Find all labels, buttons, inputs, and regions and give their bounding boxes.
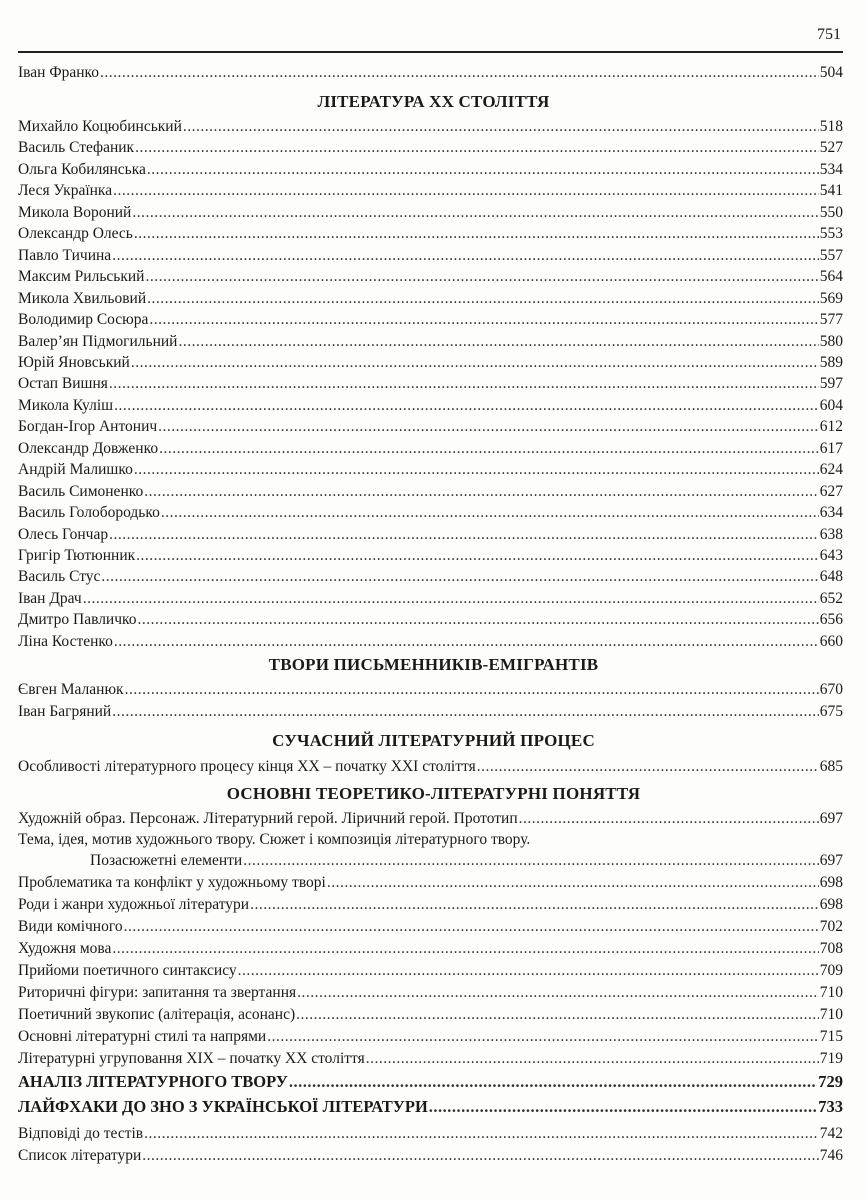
entry-page-number: 557 bbox=[819, 246, 843, 264]
toc-entry bbox=[18, 503, 843, 523]
entry-page-number: 697 bbox=[819, 810, 843, 827]
dot-leader bbox=[135, 138, 819, 158]
toc-entry bbox=[18, 546, 843, 566]
toc-entry bbox=[18, 439, 843, 459]
toc-entry bbox=[18, 63, 843, 83]
toc-entry bbox=[18, 961, 843, 981]
entry-title: Олександр Довженко bbox=[18, 439, 159, 457]
dot-leader bbox=[114, 632, 819, 652]
entry-page-number: 612 bbox=[819, 418, 843, 436]
dot-leader bbox=[250, 895, 819, 915]
entry-title: Павло Тичина bbox=[18, 246, 112, 264]
dot-leader bbox=[114, 396, 819, 416]
dot-leader bbox=[477, 757, 819, 777]
entry-title: Микола Хвильовий bbox=[18, 289, 147, 307]
entry-page-number: 746 bbox=[819, 1147, 843, 1164]
entry-title: Олесь Гончар bbox=[18, 525, 109, 543]
dot-leader bbox=[147, 289, 819, 309]
dot-leader bbox=[145, 267, 818, 287]
toc-entry bbox=[18, 224, 843, 244]
entry-title: Микола Куліш bbox=[18, 396, 114, 414]
entry-title: Олександр Олесь bbox=[18, 225, 133, 243]
dot-leader bbox=[134, 460, 819, 480]
toc-entry bbox=[18, 374, 843, 394]
entry-page-number: 638 bbox=[819, 525, 843, 543]
toc-entry bbox=[18, 589, 843, 609]
entry-page-number: 708 bbox=[819, 940, 843, 957]
entry-page-number: 504 bbox=[819, 64, 843, 81]
toc-entry bbox=[18, 460, 843, 480]
toc-entry bbox=[18, 332, 843, 352]
page-number: 751 bbox=[817, 26, 841, 43]
entry-page-number: 710 bbox=[819, 984, 843, 1001]
entry-page-number: 550 bbox=[819, 203, 843, 221]
dot-leader bbox=[100, 63, 819, 83]
entry-title: Дмитро Павличко bbox=[18, 611, 137, 629]
entry-page-number: 564 bbox=[819, 268, 843, 286]
entry-title: Остап Вишня bbox=[18, 375, 108, 393]
entry-title: Юрій Яновський bbox=[18, 353, 130, 371]
toc-entry bbox=[18, 267, 843, 287]
entry-title: Василь Симоненко bbox=[18, 482, 144, 500]
dot-leader bbox=[289, 1072, 817, 1092]
dot-leader bbox=[109, 374, 819, 394]
toc-entry bbox=[18, 353, 843, 373]
entry-page-number: 518 bbox=[819, 118, 843, 135]
dot-leader bbox=[147, 160, 819, 180]
entry-title: ЛАЙФХАКИ ДО ЗНО З УКРАЇНСЬКОЇ ЛІТЕРАТУРИ bbox=[18, 1097, 428, 1116]
toc-entry bbox=[18, 246, 843, 266]
entry-title: АНАЛІЗ ЛІТЕРАТУРНОГО ТВОРУ bbox=[18, 1072, 288, 1091]
dot-leader bbox=[149, 310, 818, 330]
toc-entry bbox=[18, 289, 843, 309]
entry-page-number: 577 bbox=[819, 311, 843, 329]
entry-title: Художня мова bbox=[18, 940, 112, 957]
dot-leader bbox=[267, 1027, 819, 1047]
dot-leader bbox=[327, 873, 819, 893]
dot-leader bbox=[134, 224, 819, 244]
toc-entry bbox=[18, 1005, 843, 1025]
entry-page-number: 698 bbox=[819, 874, 843, 891]
toc-entry bbox=[18, 983, 843, 1003]
entry-page-number: 675 bbox=[819, 703, 843, 720]
dot-leader bbox=[243, 851, 819, 871]
dot-leader bbox=[101, 567, 818, 587]
toc-entry bbox=[18, 567, 843, 587]
dot-leader bbox=[124, 917, 819, 937]
section-heading: СУЧАСНИЙ ЛІТЕРАТУРНИЙ ПРОЦЕС bbox=[272, 731, 595, 750]
entry-title: Прийоми поетичного синтаксису bbox=[18, 962, 237, 979]
entry-title: Микола Вороний bbox=[18, 203, 132, 221]
dot-leader bbox=[112, 246, 819, 266]
entry-title: Художній образ. Персонаж. Літературний герой. Ліричний герой. Прототип bbox=[18, 810, 518, 827]
entry-title: Позасюжетні елементи bbox=[90, 852, 243, 869]
toc-entry bbox=[18, 757, 843, 777]
toc-entry bbox=[18, 830, 843, 850]
toc-entry bbox=[18, 1124, 843, 1144]
entry-page-number: 589 bbox=[819, 353, 843, 371]
entry-page-number: 742 bbox=[819, 1125, 843, 1142]
entry-title: Роди і жанри художньої літератури bbox=[18, 896, 250, 913]
entry-title: Андрій Малишко bbox=[18, 461, 133, 479]
entry-title: Василь Стус bbox=[18, 568, 101, 586]
toc-entry bbox=[18, 1049, 843, 1069]
toc-entry bbox=[18, 873, 843, 893]
dot-leader bbox=[113, 181, 819, 201]
dot-leader bbox=[138, 610, 819, 630]
entry-title: Основні літературні стилі та напрями bbox=[18, 1028, 267, 1045]
entry-page-number: 527 bbox=[819, 139, 843, 157]
toc-entry bbox=[18, 482, 843, 502]
dot-leader bbox=[132, 203, 818, 223]
entry-title: Максим Рильський bbox=[18, 268, 145, 286]
entry-page-number: 698 bbox=[819, 896, 843, 913]
entry-page-number: 710 bbox=[819, 1006, 843, 1023]
toc-entry bbox=[18, 525, 843, 545]
section-heading: ТВОРИ ПИСЬМЕННИКІВ-ЕМІГРАНТІВ bbox=[268, 655, 599, 674]
entry-title: Види комічного bbox=[18, 918, 123, 935]
toc-entry bbox=[18, 160, 843, 180]
entry-page-number: 648 bbox=[819, 568, 843, 586]
entry-page-number: 660 bbox=[819, 632, 843, 650]
dot-leader bbox=[142, 1146, 818, 1166]
toc-entry bbox=[18, 1146, 843, 1166]
toc-entry bbox=[18, 680, 843, 700]
toc-entry bbox=[18, 1072, 843, 1092]
entry-page-number: 685 bbox=[819, 758, 843, 775]
entry-title: Григір Тютюнник bbox=[18, 547, 136, 564]
entry-page-number: 656 bbox=[819, 611, 843, 629]
toc-entry bbox=[18, 895, 843, 915]
section-heading: ОСНОВНІ ТЕОРЕТИКО-ЛІТЕРАТУРНІ ПОНЯТТЯ bbox=[226, 784, 641, 803]
entry-page-number: 643 bbox=[819, 547, 843, 564]
entry-title: Поетичний звукопис (алітерація, асонанс) bbox=[18, 1006, 296, 1023]
dot-leader bbox=[161, 503, 819, 523]
toc-entry bbox=[18, 417, 843, 437]
entry-title: Іван Драч bbox=[18, 589, 82, 607]
dot-leader bbox=[366, 1049, 819, 1069]
dot-leader bbox=[144, 1124, 819, 1144]
dot-leader bbox=[519, 809, 819, 829]
entry-page-number: 604 bbox=[819, 396, 843, 414]
dot-leader bbox=[125, 680, 819, 700]
entry-title: Богдан-Ігор Антонич bbox=[18, 418, 158, 436]
entry-title: Володимир Сосюра bbox=[18, 311, 149, 329]
dot-leader bbox=[109, 525, 819, 545]
entry-page-number: 715 bbox=[819, 1028, 843, 1045]
dot-leader bbox=[178, 332, 818, 352]
toc-entry bbox=[18, 310, 843, 330]
entry-title: Іван Франко bbox=[18, 64, 99, 81]
toc-entry bbox=[18, 396, 843, 416]
toc-entry bbox=[18, 1097, 843, 1117]
dot-leader bbox=[296, 1005, 819, 1025]
entry-title: Василь Голобородько bbox=[18, 504, 160, 522]
entry-page-number: 733 bbox=[818, 1097, 843, 1116]
entry-title: Ліна Костенко bbox=[18, 632, 113, 650]
entry-title: Євген Маланюк bbox=[18, 681, 124, 698]
entry-title: Михайло Коцюбинський bbox=[18, 118, 182, 135]
entry-title: Леся Українка bbox=[18, 182, 113, 200]
toc-entry bbox=[18, 181, 843, 201]
toc-entry bbox=[18, 851, 843, 871]
entry-title: Валер’ян Підмогильний bbox=[18, 332, 178, 350]
dot-leader bbox=[158, 417, 819, 437]
dot-leader bbox=[83, 589, 819, 609]
toc-entry bbox=[18, 939, 843, 959]
toc-entry bbox=[18, 917, 843, 937]
entry-page-number: 719 bbox=[819, 1050, 843, 1067]
entry-title: Ольга Кобилянська bbox=[18, 160, 146, 178]
entry-page-number: 627 bbox=[819, 482, 843, 500]
dot-leader bbox=[112, 702, 819, 722]
entry-page-number: 580 bbox=[819, 332, 843, 350]
entry-page-number: 670 bbox=[819, 681, 843, 698]
header-rule bbox=[18, 51, 843, 53]
entry-page-number: 702 bbox=[819, 918, 843, 935]
entry-page-number: 729 bbox=[818, 1072, 843, 1091]
entry-page-number: 553 bbox=[819, 225, 843, 243]
dot-leader bbox=[136, 546, 819, 566]
toc-entry bbox=[18, 1027, 843, 1047]
dot-leader bbox=[238, 961, 819, 981]
entry-title: Іван Багряний bbox=[18, 703, 112, 720]
dot-leader bbox=[429, 1097, 817, 1117]
entry-page-number: 569 bbox=[819, 289, 843, 307]
section-heading: ЛІТЕРАТУРА XX СТОЛІТТЯ bbox=[317, 92, 550, 111]
dot-leader bbox=[297, 983, 819, 1003]
entry-title: Список літератури bbox=[18, 1147, 142, 1164]
dot-leader bbox=[159, 439, 819, 459]
toc-entry bbox=[18, 809, 843, 829]
toc-entry bbox=[18, 702, 843, 722]
entry-page-number: 697 bbox=[819, 852, 843, 869]
toc-entry bbox=[18, 632, 843, 652]
toc-entry bbox=[18, 117, 843, 137]
entry-title: Тема, ідея, мотив художнього твору. Сюжет і композиція літературного твору. bbox=[18, 831, 531, 848]
dot-leader bbox=[183, 117, 819, 137]
entry-page-number: 541 bbox=[819, 182, 843, 200]
entry-page-number: 634 bbox=[819, 504, 843, 522]
toc-entry bbox=[18, 138, 843, 158]
toc-entry bbox=[18, 203, 843, 223]
toc-entry bbox=[18, 610, 843, 630]
entry-page-number: 617 bbox=[819, 439, 843, 457]
dot-leader bbox=[112, 939, 818, 959]
entry-page-number: 597 bbox=[819, 375, 843, 393]
entry-title: Риторичні фігури: запитання та звертання bbox=[18, 984, 297, 1001]
dot-leader bbox=[144, 482, 819, 502]
entry-title: Літературні угруповання XIX – початку XX століття bbox=[18, 1050, 365, 1067]
entry-page-number: 534 bbox=[819, 160, 843, 178]
entry-title: Відповіді до тестів bbox=[18, 1125, 144, 1142]
dot-leader bbox=[131, 353, 819, 373]
entry-title: Проблематика та конфлікт у художньому творі bbox=[18, 874, 326, 891]
entry-title: Особливості літературного процесу кінця XX – початку XXI століття bbox=[18, 758, 476, 775]
entry-page-number: 624 bbox=[819, 461, 843, 479]
entry-title: Василь Стефаник bbox=[18, 139, 135, 157]
entry-page-number: 709 bbox=[819, 962, 843, 979]
entry-page-number: 652 bbox=[819, 589, 843, 607]
